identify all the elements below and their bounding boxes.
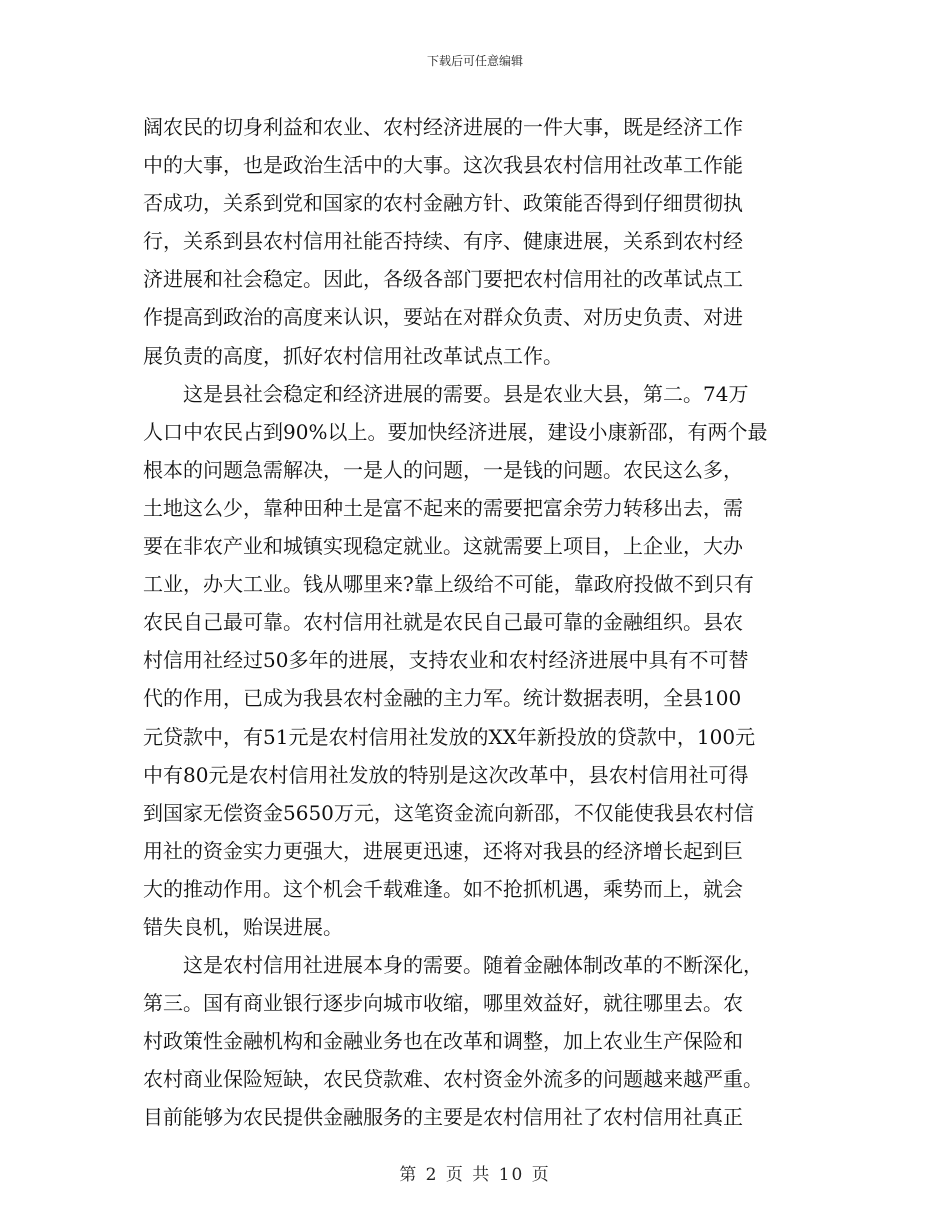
text-line: 大的推动作用。这个机会千载难逢。如不抢抓机遇，乘势而上，就会 [143, 876, 743, 901]
text-line: 行，关系到县农村信用社能否持续、有序、健康进展，关系到农村经 [143, 229, 743, 254]
text-line: 农村商业保险短缺，农民贷款难、农村资金外流多的问题越来越严重。 [143, 1067, 763, 1092]
paragraph-2 [143, 375, 808, 946]
text-line: 中有80元是农村信用社发放的特别是这次改革中，县农村信用社可得 [143, 762, 749, 787]
paragraph-3 [143, 946, 808, 1136]
text-line: 工业，办大工业。钱从哪里来?靠上级给不可能，靠政府投做不到只有 [143, 572, 754, 597]
text-line: 用社的资金实力更强大，进展更迅速，还将对我县的经济增长起到巨 [143, 838, 743, 863]
text-line: 阔农民的切身利益和农业、农村经济进展的一件大事，既是经济工作 [143, 115, 743, 139]
text-line: 农民自己最可靠。农村信用社就是农民自己最可靠的金融组织。县农 [143, 610, 743, 635]
text-line: 到国家无偿资金5650万元，这笔资金流向新邵，不仅能使我县农村信 [143, 800, 754, 825]
text-line: 错失良机，贻误进展。 [143, 914, 343, 939]
text-line: 这是县社会稳定和经济进展的需要。县是农业大县，第二。74万 [183, 381, 749, 406]
text-line: 济进展和社会稳定。因此，各级各部门要把农村信用社的改革试点工 [143, 267, 743, 292]
text-line: 展负责的高度，抓好农村信用社改革试点工作。 [143, 343, 563, 368]
page-header: 下载后可任意编辑 [426, 54, 523, 68]
text-line: 土地这么少，靠种田种土是富不起来的需要把富余劳力转移出去，需 [143, 495, 743, 520]
text-line: 元贷款中，有51元是农村信用社发放的XX年新投放的贷款中，100元 [143, 724, 756, 749]
text-line: 目前能够为农民提供金融服务的主要是农村信用社了农村信用社真正 [143, 1105, 743, 1130]
text-line: 人口中农民占到90%以上。要加快经济进展，建设小康新邵，有两个最 [143, 419, 768, 444]
paragraph-1 [143, 108, 808, 375]
page-footer: 第 2 页 共 10 页 [399, 1165, 551, 1185]
text-line: 村政策性金融机构和金融业务也在改革和调整，加上农业生产保险和 [143, 1029, 743, 1054]
text-line: 要在非农产业和城镇实现稳定就业。这就需要上项目，上企业，大办 [143, 534, 743, 559]
text-line: 这是农村信用社进展本身的需要。随着金融体制改革的不断深化， [183, 953, 763, 978]
text-line: 否成功，关系到党和国家的农村金融方针、政策能否得到仔细贯彻执 [143, 191, 743, 216]
text-line: 根本的问题急需解决，一是人的问题，一是钱的问题。农民这么多， [143, 457, 743, 482]
text-line: 代的作用，已成为我县农村金融的主力军。统计数据表明，全县100 [143, 686, 742, 711]
text-line: 中的大事，也是政治生活中的大事。这次我县农村信用社改革工作能 [143, 153, 743, 178]
text-line: 第三。国有商业银行逐步向城市收缩，哪里效益好，就往哪里去。农 [143, 991, 743, 1016]
document-body [143, 108, 808, 1137]
text-line: 村信用社经过50多年的进展，支持农业和农村经济进展中具有不可替 [143, 648, 749, 673]
text-line: 作提高到政治的高度来认识，要站在对群众负责、对历史负责、对进 [143, 305, 743, 330]
